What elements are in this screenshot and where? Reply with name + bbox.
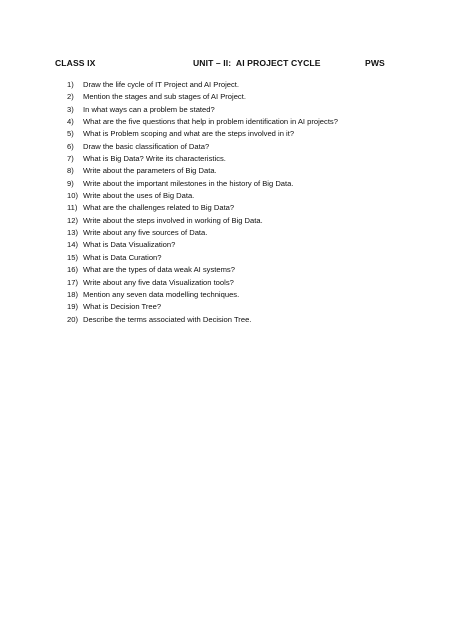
question-text: What are the challenges related to Big Data? — [83, 203, 235, 213]
question-number: 15) — [67, 252, 78, 262]
question-number: 4) — [67, 117, 74, 127]
question-item — [67, 314, 338, 326]
question-item — [67, 252, 338, 264]
question-item — [67, 79, 338, 91]
question-number: 20) — [67, 314, 78, 324]
question-number: 19) — [67, 302, 78, 312]
question-number: 7) — [67, 154, 74, 164]
class-label: CLASS IX — [55, 58, 96, 68]
question-text: Write about any five sources of Data. — [83, 228, 208, 238]
question-item — [67, 178, 338, 190]
question-item — [67, 116, 338, 128]
question-number: 12) — [67, 215, 78, 225]
question-text: Write about any five data Visualization tools? — [83, 277, 234, 287]
question-number: 18) — [67, 289, 78, 299]
question-item — [67, 153, 338, 165]
school-label: PWS — [365, 58, 385, 68]
question-text: What is Big Data? Write its characteristics. — [83, 154, 226, 164]
question-text: What is Data Visualization? — [83, 240, 176, 250]
question-text: What are the types of data weak AI systems? — [83, 265, 235, 275]
question-text: What are the five questions that help in problem identification in AI projects? — [83, 117, 338, 127]
question-item — [67, 141, 338, 153]
question-number: 10) — [67, 191, 78, 201]
question-item — [67, 128, 338, 140]
question-number: 8) — [67, 166, 74, 176]
question-item — [67, 239, 338, 251]
question-text: Describe the terms associated with Decision Tree. — [83, 314, 252, 324]
question-list — [67, 79, 338, 326]
question-number: 2) — [67, 92, 74, 102]
question-number: 17) — [67, 277, 78, 287]
question-text: Write about the steps involved in working of Big Data. — [83, 215, 263, 225]
question-text: Draw the life cycle of IT Project and AI Project. — [83, 80, 240, 89]
question-item — [67, 104, 338, 116]
question-number: 11) — [67, 203, 78, 213]
question-text: In what ways can a problem be stated? — [83, 104, 215, 114]
question-text: What is Data Curation? — [83, 252, 162, 262]
question-item — [67, 91, 338, 103]
question-text: Write about the uses of Big Data. — [83, 191, 195, 201]
question-text: Draw the basic classification of Data? — [83, 141, 210, 151]
question-item — [67, 264, 338, 276]
question-number: 1) — [67, 80, 74, 89]
question-item — [67, 215, 338, 227]
question-text: Write about the parameters of Big Data. — [83, 166, 217, 176]
question-item — [67, 227, 338, 239]
question-number: 9) — [67, 178, 74, 188]
question-number: 5) — [67, 129, 74, 139]
question-number: 6) — [67, 141, 74, 151]
question-text: Write about the important milestones in the history of Big Data. — [83, 178, 294, 188]
question-text: Mention any seven data modelling techniques. — [83, 289, 240, 299]
question-number: 16) — [67, 265, 78, 275]
question-number: 3) — [67, 104, 74, 114]
question-number: 14) — [67, 240, 78, 250]
question-number: 13) — [67, 228, 78, 238]
document-header — [55, 58, 385, 72]
question-text: What is Problem scoping and what are the steps involved in it? — [83, 129, 295, 139]
question-item — [67, 165, 338, 177]
question-text: Mention the stages and sub stages of AI Project. — [83, 92, 246, 102]
question-item — [67, 202, 338, 214]
question-item — [67, 289, 338, 301]
unit-title: UNIT – II: AI PROJECT CYCLE — [193, 58, 321, 68]
question-item — [67, 301, 338, 313]
question-item — [67, 190, 338, 202]
question-text: What is Decision Tree? — [83, 302, 162, 312]
question-item — [67, 277, 338, 289]
